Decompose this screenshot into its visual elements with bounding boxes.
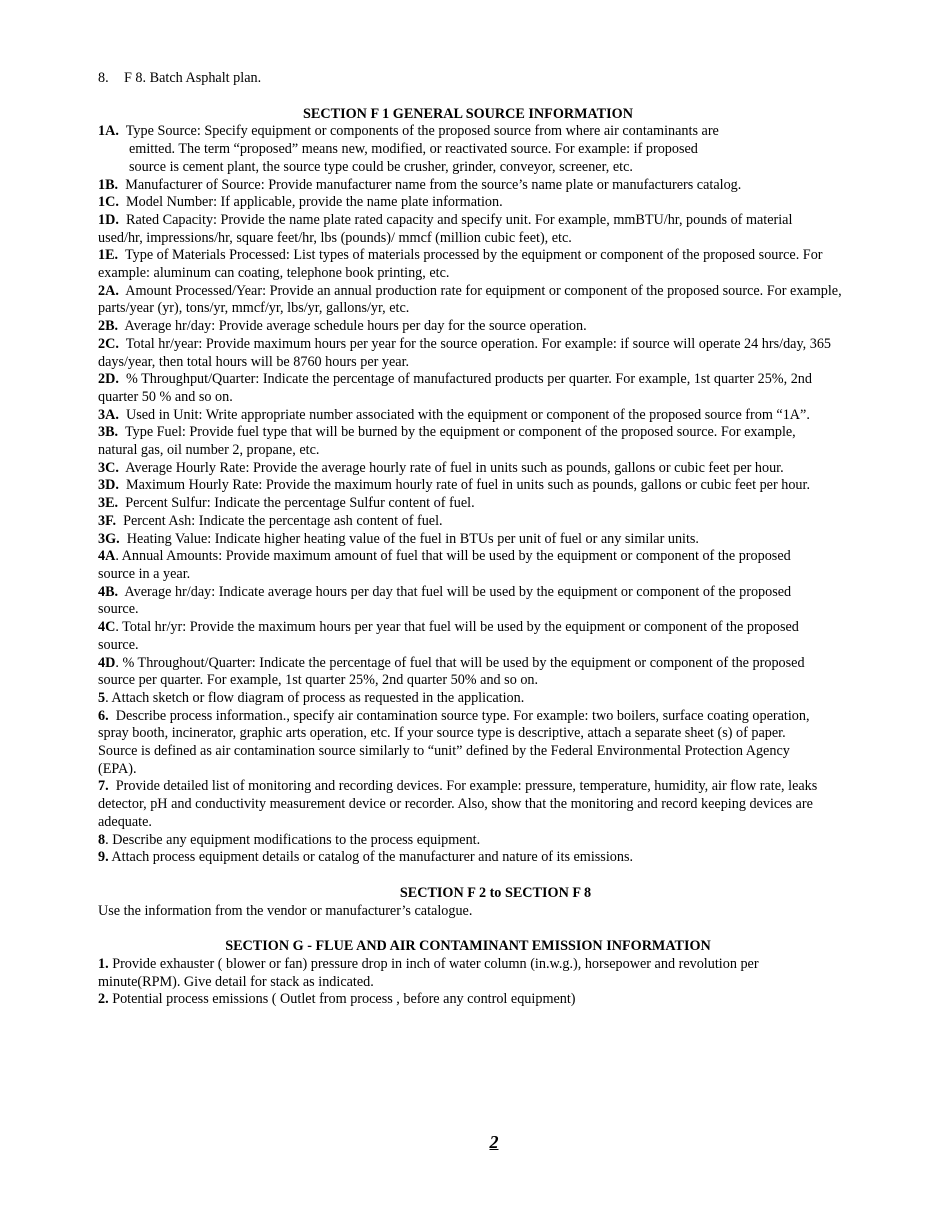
item-label: 3F. bbox=[98, 512, 117, 529]
item-text: Type Source: Specify equipment or components of the proposed source from where air contaminants are emitted. The term “proposed” means new, modified, or reactivated source. For example: if proposed source is cement plant, the source type could be crusher, grinder, conveyor, screener, etc. bbox=[125, 123, 719, 175]
item-6 bbox=[98, 708, 823, 779]
item-4A bbox=[98, 548, 828, 583]
item-9 bbox=[98, 849, 858, 867]
item-text: Percent Sulfur: Indicate the percentage Sulfur content of fuel. bbox=[125, 495, 475, 512]
item-2D bbox=[98, 371, 838, 406]
section-f2-heading: SECTION F 2 to SECTION F 8 bbox=[399, 884, 592, 901]
item-text: Average hr/day: Provide average schedule hours per day for the source operation. bbox=[124, 318, 587, 335]
item-text: . Attach sketch or flow diagram of process as requested in the application. bbox=[105, 689, 525, 706]
item-label: 9. bbox=[98, 849, 109, 866]
item-7 bbox=[98, 778, 843, 831]
item-4D bbox=[98, 655, 828, 690]
item-label: 2A. bbox=[98, 282, 119, 299]
item-3D bbox=[98, 477, 858, 495]
item-label: 8 bbox=[98, 831, 106, 848]
item-label: 4D bbox=[98, 654, 116, 671]
item-5 bbox=[98, 690, 858, 708]
item-2B bbox=[98, 318, 858, 336]
item-text: Type Fuel: Provide fuel type that will be burned by the equipment or component of the proposed source. For example, natural gas, oil number 2, propane, etc. bbox=[98, 424, 796, 459]
item-g1 bbox=[98, 956, 838, 991]
item-3C bbox=[98, 460, 838, 478]
item-text: Manufacturer of Source: Provide manufacturer name from the source’s name plate or manufacturers catalog. bbox=[125, 176, 742, 193]
item-3E bbox=[98, 495, 858, 513]
item-label: 1. bbox=[98, 956, 109, 973]
item-text: Used in Unit: Write appropriate number associated with the equipment or component of the proposed source from “1A”. bbox=[125, 406, 810, 423]
item-1B bbox=[98, 177, 858, 195]
item-text: Percent Ash: Indicate the percentage ash content of fuel. bbox=[123, 512, 443, 529]
item-text: Model Number: If applicable, provide the name plate information. bbox=[125, 194, 503, 211]
item-2C bbox=[98, 336, 838, 371]
item-text: . Annual Amounts: Provide maximum amount of fuel that will be used by the equipment or component of the proposed source in a year. bbox=[98, 548, 791, 582]
item-text: Provide exhauster ( blower or fan) pressure drop in inch of water column (in.w.g.), horsepower and revolution per minute(RPM). Give detail for stack as indicated. bbox=[98, 956, 759, 990]
item-label: 1B. bbox=[98, 176, 119, 193]
item-label: 3A. bbox=[98, 406, 119, 423]
item-1D bbox=[98, 212, 818, 247]
item-text: Average hr/day: Indicate average hours per day that fuel will be used by the equipment or component of the proposed source. bbox=[98, 583, 792, 618]
item-label: 2B. bbox=[98, 318, 119, 335]
item-label: 3C. bbox=[98, 459, 119, 476]
item-3A bbox=[98, 407, 858, 425]
list-item-text: F 8. Batch Asphalt plan. bbox=[124, 70, 262, 86]
item-label: 2D. bbox=[98, 371, 119, 388]
item-label: 7. bbox=[98, 778, 109, 795]
item-1C bbox=[98, 194, 858, 212]
item-text: % Throughput/Quarter: Indicate the percentage of manufactured products per quarter. For example, 1st quarter 25%, 2nd quarter 50 % and so on. bbox=[98, 371, 812, 405]
section-f1-heading: SECTION F 1 GENERAL SOURCE INFORMATION bbox=[303, 105, 633, 122]
item-label: 4B. bbox=[98, 583, 119, 600]
item-label: 4A bbox=[98, 548, 116, 565]
item-label: 1E. bbox=[98, 247, 119, 264]
item-text: Provide detailed list of monitoring and recording devices. For example: pressure, temperature, humidity, air flow rate, leaks detector, pH and conductivity measurement device or recorder. Also, show that the monitoring and record keeping devices are adequate. bbox=[98, 778, 818, 830]
document-page bbox=[98, 70, 858, 1009]
item-label: 4C bbox=[98, 619, 116, 636]
list-item-f8 bbox=[98, 70, 858, 88]
section-g-heading: SECTION G - FLUE AND AIR CONTAMINANT EMISSION INFORMATION bbox=[225, 938, 711, 955]
item-text: Type of Materials Processed: List types of materials processed by the equipment or component of the proposed source. For example: aluminum can coating, telephone book printing, etc. bbox=[98, 247, 823, 282]
page-number: 2 bbox=[489, 1132, 499, 1152]
item-text: Total hr/year: Provide maximum hours per year for the source operation. For example: if source will operate 24 hrs/day, 365 days/year, then total hours will be 8760 hours per year. bbox=[98, 335, 832, 370]
item-label: 1C. bbox=[98, 194, 119, 211]
item-text: Attach process equipment details or catalog of the manufacturer and nature of its emissions. bbox=[111, 849, 634, 866]
item-3B bbox=[98, 424, 828, 459]
item-text: Heating Value: Indicate higher heating value of the fuel in BTUs per unit of fuel or any similar units. bbox=[126, 530, 699, 547]
item-text: Describe process information., specify air contamination source type. For example: two boilers, surface coating operation, spray booth, incinerator, graphic arts operation, etc. If your source type is descriptive, attach a separate sheet (s) of paper. Source is defined as air contamination source similarly to “unit” defined by the Federal Environmental Protection Agency (EPA). bbox=[98, 707, 810, 777]
item-1A bbox=[98, 123, 729, 176]
item-text: Potential process emissions ( Outlet from process , before any control equipment) bbox=[112, 991, 576, 1008]
item-label: 3B. bbox=[98, 424, 119, 441]
item-3G bbox=[98, 531, 858, 549]
item-text: Rated Capacity: Provide the name plate rated capacity and specify unit. For example, mmBTU/hr, pounds of material used/hr, impressions/hr, square feet/hr, lbs (pounds)/ mmcf (million cubic feet), etc. bbox=[98, 211, 793, 246]
section-f2-text: Use the information from the vendor or manufacturer’s catalogue. bbox=[98, 902, 473, 919]
item-text: . % Throughout/Quarter: Indicate the percentage of fuel that will be used by the equipment or component of the proposed source per quarter. For example, 1st quarter 25%, 2nd quarter 50% and so on. bbox=[98, 654, 805, 689]
item-label: 3G. bbox=[98, 530, 120, 547]
item-2A bbox=[98, 283, 843, 318]
item-label: 1D. bbox=[98, 211, 119, 228]
item-text: Average Hourly Rate: Provide the average hourly rate of fuel in units such as pounds, gallons or cubic feet per hour. bbox=[125, 459, 784, 476]
item-label: 5 bbox=[98, 689, 106, 706]
item-g2 bbox=[98, 991, 858, 1009]
item-1E bbox=[98, 247, 838, 282]
item-label: 3E. bbox=[98, 495, 119, 512]
item-text: . Describe any equipment modifications to the process equipment. bbox=[105, 831, 481, 848]
item-text: Amount Processed/Year: Provide an annual production rate for equipment or component of the proposed source. For example, parts/year (yr), tons/yr, mmcf/yr, lbs/yr, gallons/yr, etc. bbox=[98, 282, 842, 317]
item-text: Maximum Hourly Rate: Provide the maximum hourly rate of fuel in units such as pounds, gallons or cubic feet per hour. bbox=[125, 477, 811, 494]
item-8 bbox=[98, 832, 858, 850]
list-item-number: 8. bbox=[98, 70, 109, 86]
item-4B bbox=[98, 584, 828, 619]
item-label: 1A. bbox=[98, 123, 119, 140]
item-label: 6. bbox=[98, 707, 109, 724]
item-4C bbox=[98, 619, 828, 654]
item-label: 2. bbox=[98, 991, 109, 1008]
item-3F bbox=[98, 513, 858, 531]
item-text: . Total hr/yr: Provide the maximum hours per year that fuel will be used by the equipment or component of the proposed source. bbox=[98, 619, 799, 653]
item-label: 2C. bbox=[98, 335, 119, 352]
item-label: 3D. bbox=[98, 477, 119, 494]
